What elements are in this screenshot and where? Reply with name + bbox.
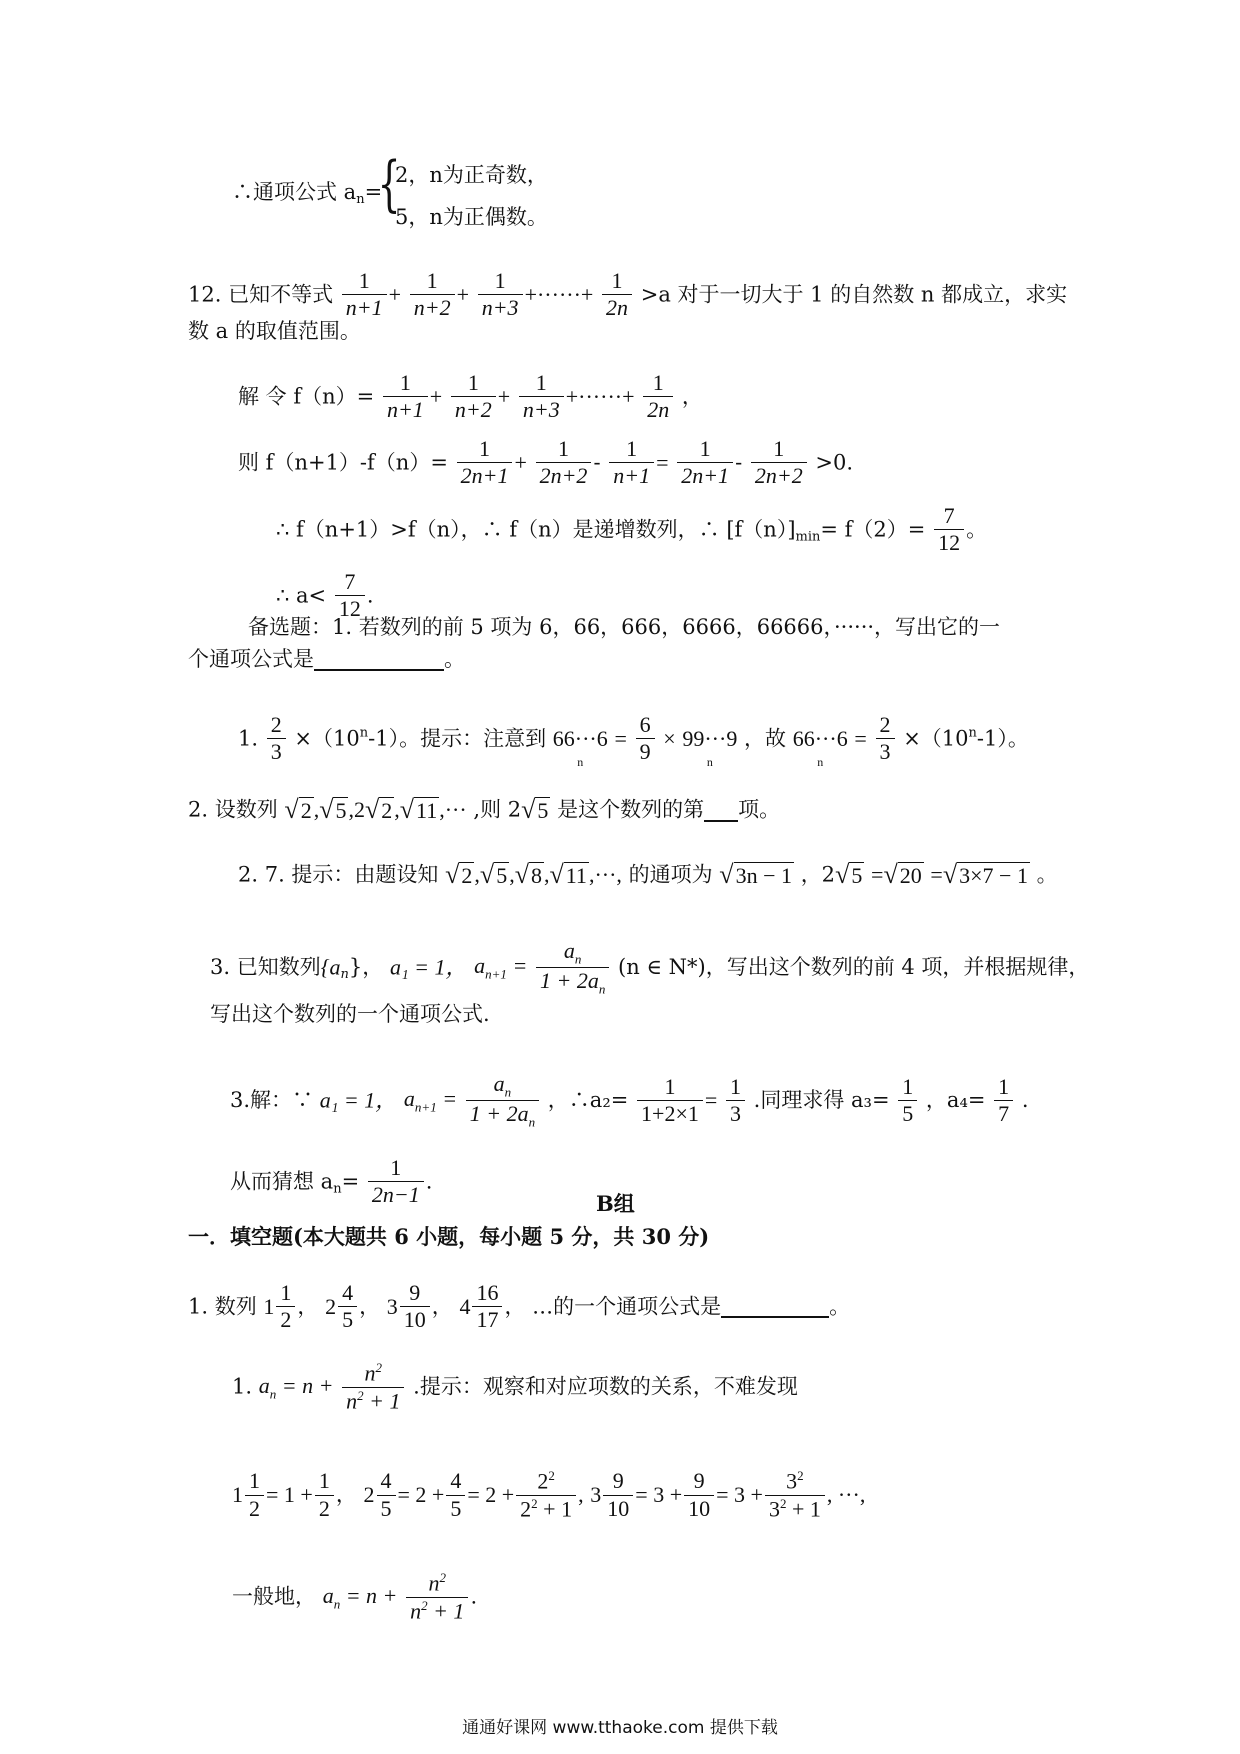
solution-line3: ∴ f（n+1）>f（n），∴ f（n）是递增数列，∴ $[f(n)]_{min}= f(2)=$ $\frac{7}{12}$ 。	[276, 503, 988, 556]
backup-a1: 1. $\frac{2}{3}$ $\times(10^n-1)$。提示：注意到 66···6 n = $\frac{6}{9}$ × 99···9 n ，故 66···6 n = $\frac{2}{3}$ $\times(10^n-1)$。	[238, 712, 1029, 769]
backup-q2: 2. 设数列 √2,√5,2√2,√11,··· ,则 2√5 是这个数列的第 项。	[188, 795, 781, 824]
frac: $\frac{1}{n+1}$	[342, 268, 387, 322]
left-brace-icon: {	[377, 149, 401, 219]
backup-q1: 备选题：1. 若数列的前 5 项为 6，66，666，6666，66666，······，写出它的一	[248, 615, 1001, 639]
answer-blank	[721, 1295, 829, 1318]
backup-q3: 3. 已知数列$\{a_n\}$， a₁ = 1， $a_{n+1}$ = $\frac{a_n}{1 + 2a_n}$ (n ∈ N*)，写出这个数列的前 4 项，并根据规律，	[210, 938, 1090, 997]
backup-q3-line2: 写出这个数列的一个通项公式.	[210, 1002, 490, 1026]
frac: $\frac{1}{n+3}$	[478, 268, 523, 322]
frac: $\frac{1}{2n}$	[602, 268, 632, 322]
answer-blank	[314, 648, 444, 671]
question-12-line2: 数 a 的取值范围。	[188, 319, 361, 343]
bgroup-general: 一般地， $a_n = n$ + $\frac{n^2}{n^2 + 1}$ .	[232, 1570, 478, 1624]
solution-line2: 则 f（n+1）-f（n）= $\frac{1}{2n+1}$ + $\frac{1}{2n+2}$ - $\frac{1}{n+1}$ = $\frac{1}{2n+1}$ - $\frac{1}{2n+2}$ >0.	[238, 436, 854, 489]
bgroup-a1: 1. $a_n = n$ + $\frac{n^2}{n^2 + 1}$ .提示：观察和对应项数的关系，不难发现	[232, 1360, 798, 1414]
backup-s3: 3.解：∵ a₁ = 1， $a_{n+1}$ = $\frac{a_n}{1 + 2a_n}$ ，∴a₂= $\frac{1}{1+2\times 1}$ = $\frac{1}{3}$ .同理求得 a₃= $\frac{1}{5}$ ，a₄= $\frac{1}{7}$ .	[230, 1071, 1029, 1130]
backup-a2: 2. 7. 提示：由题设知 √2,√5,√8,√11,···, 的通项为 √3n − 1 ，2√5 =√20 =√3×7 − 1 。	[238, 860, 1058, 889]
case-even: 5，n为正偶数。	[395, 205, 548, 229]
frac: $\frac{1}{n+2}$	[410, 268, 455, 322]
fill-in-heading: 一．填空题(本大题共 6 小题，每小题 5 分，共 30 分)	[188, 1224, 710, 1249]
page-footer: 通通好课网 www.tthaoke.com 提供下载	[462, 1718, 778, 1738]
answer-blank	[704, 799, 738, 822]
case-odd: 2，n为正奇数，	[395, 163, 548, 187]
question-12: 12. 已知不等式 $\frac{1}{n+1}$ + $\frac{1}{n+2}$ + $\frac{1}{n+3}$ +······+ $\frac{1}{2n}$ >a 对于一切大于 1 的自然数 n 都成立，求实	[188, 268, 1068, 321]
piecewise-line: ∴通项公式 $a_n=$	[232, 180, 383, 208]
solution-line1: 解 令 f（n）= $\frac{1}{n+1}$ + $\frac{1}{n+2}$ + $\frac{1}{n+3}$ +······+ $\frac{1}{2n}$ ，	[238, 370, 703, 423]
backup-s3-guess: 从而猜想 $a_n=$ $\frac{1}{2n-1}$ .	[230, 1155, 433, 1208]
bgroup-a1-steps: 1 $\frac{1}{2}$ = 1 + $\frac{1}{2}$ ， 2 $\frac{4}{5}$ = 2 + $\frac{4}{5}$ = 2 + $\frac{2^2}{2^2 + 1}$ , 3 $\frac{9}{10}$ = 3 + $\frac{9}{10}$ = 3 + $\frac{3^2}{3^2 + 1}$ , ···,	[232, 1468, 866, 1522]
bgroup-q1: 1. 数列 1 $\frac{1}{2}$ ， 2 $\frac{4}{5}$ ， 3 $\frac{9}{10}$ ， 4 $\frac{16}{17}$ ， …的一个通项公式是 。	[188, 1280, 851, 1333]
backup-q1-line2: 个通项公式是 。	[188, 647, 465, 671]
solution-line4: ∴ a< $\frac{7}{12}$ .	[276, 569, 374, 622]
section-title: B组	[596, 1191, 635, 1216]
